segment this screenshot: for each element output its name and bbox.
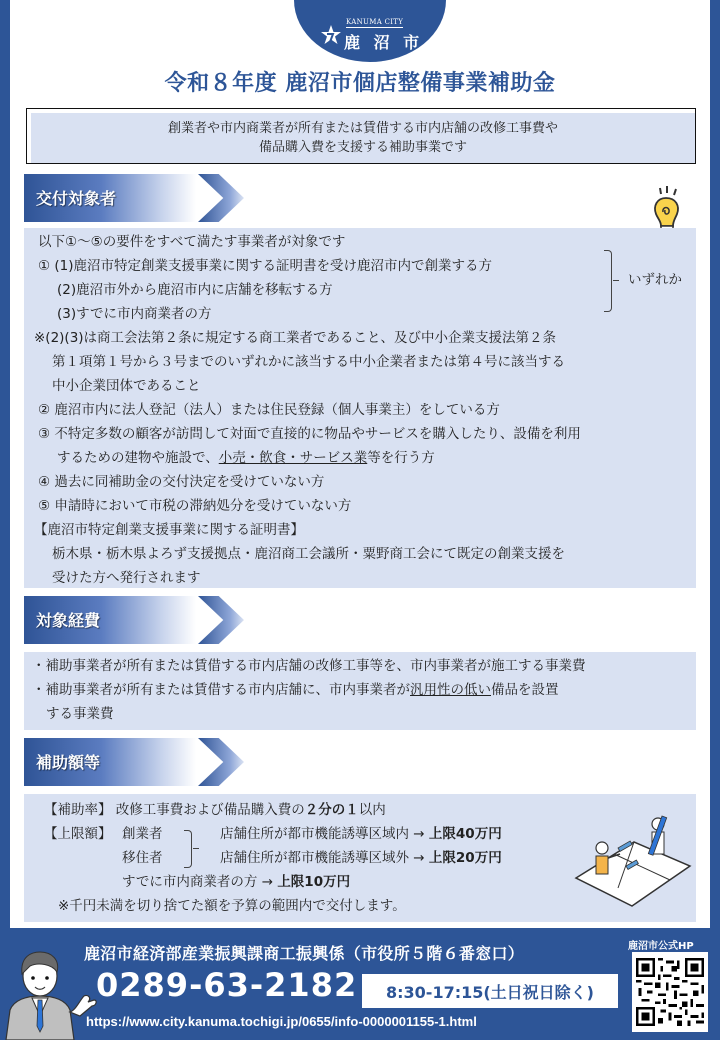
expenses-panel (24, 652, 696, 730)
certificate-heading: 【鹿沼市特定創業支援事業に関する証明書】 (34, 522, 304, 538)
limit-existing: すでに市内商業者の方 → 上限10万円 (122, 874, 351, 890)
summary-box (26, 108, 696, 164)
summary-line-2: 備品購入費を支援する補助事業です (258, 140, 467, 155)
section-header-expenses (24, 596, 244, 644)
expense-item-2-cont: する事業費 (46, 706, 114, 722)
floor-plan-illustration-icon (574, 808, 694, 908)
official-hp-label: 鹿沼市公式HP (628, 941, 694, 952)
flyer-sheet (10, 0, 710, 928)
requirement-4: ④ 過去に同補助金の交付決定を受けていない方 (38, 474, 325, 490)
expense-item-2: ・補助事業者が所有または賃借する市内店舗に、市内事業者が汎用性の低い備品を設置 (32, 682, 559, 698)
requirement-2: ② 鹿沼市内に法人登記（法人）または住民登録（個人事業主）をしている方 (38, 402, 500, 418)
requirement-1-2: (2)鹿沼市外から鹿沼市内に店舗を移転する方 (57, 282, 333, 298)
requirement-3-2: するための建物や施設で、小売・飲食・サービス業等を行う方 (57, 450, 435, 466)
requirement-1-1: ① (1)鹿沼市特定創業支援事業に関する証明書を受け鹿沼市内で創業する方 (38, 258, 493, 274)
certificate-line-2: 受けた方へ発行されます (52, 570, 201, 586)
either-label: いずれか (628, 272, 682, 288)
eligibility-intro: 以下①～⑤の要件をすべて満たす事業者が対象です (38, 234, 346, 250)
brace (604, 250, 612, 312)
section-header-eligibility (24, 174, 244, 222)
logo-japanese: 鹿 沼 市 (344, 33, 424, 52)
requirement-5: ⑤ 申請時において市税の滞納処分を受けていない方 (38, 498, 352, 514)
contact-department: 鹿沼市経済部産業振興課商工振興係（市役所５階６番窓口） (84, 944, 525, 963)
logo-english: KANUMA CITY (346, 18, 404, 26)
brace (184, 830, 192, 868)
note-line-2: 第１項第１号から３号までのいずれかに該当する中小企業者または第４号に該当する (52, 354, 565, 370)
kanuma-city-logo (294, 0, 446, 62)
info-url-link[interactable]: https://www.city.kanuma.tochigi.jp/0655/info-0000001155-1.html (86, 1014, 477, 1029)
underlined-industries: 小売・飲食・サービス業 (218, 450, 368, 466)
amount-panel (24, 794, 696, 922)
page-title: 令和８年度 鹿沼市個店整備事業補助金 (164, 71, 556, 96)
chevron-right-icon (198, 174, 244, 222)
section-title: 対象経費 (36, 611, 101, 630)
migrant-label: 移住者 (122, 850, 163, 866)
section-title: 補助額等 (36, 753, 101, 772)
summary-line-1: 創業者や市内商業者が所有または賃借する市内店舗の改修工事費や (167, 121, 558, 136)
certificate-line-1: 栃木県・栃木県よろず支援拠点・鹿沼商工会議所・粟野商工会にて既定の創業支援を (52, 546, 565, 562)
office-hours: 8:30-17:15(土日祝日除く) (362, 974, 618, 1008)
eligibility-panel (24, 228, 696, 588)
requirement-3-1: ③ 不特定多数の顧客が訪問して対面で直接的に物品やサービスを購入したり、設備を利用 (38, 426, 581, 442)
phone-number[interactable]: 0289-63-2182 (96, 966, 358, 1004)
qr-code-icon (636, 956, 704, 1028)
limit-label: 【上限額】 (44, 826, 112, 842)
section-title: 交付対象者 (36, 189, 117, 208)
note-line-1: ※(2)(3)は商工会法第２条に規定する商工業者であること、及び中小企業支援法第２条 (34, 330, 557, 346)
rounding-note: ※千円未満を切り捨てた額を予算の範囲内で交付します。 (58, 898, 406, 914)
note-line-3: 中小企業団体であること (52, 378, 201, 394)
subsidy-rate: 【補助率】 改修工事費および備品購入費の２分の１以内 (44, 802, 386, 818)
city-emblem-icon (320, 24, 342, 46)
founder-label: 創業者 (122, 826, 163, 842)
chevron-right-icon (198, 596, 244, 644)
expense-item-1: ・補助事業者が所有または賃借する市内店舗の改修工事等を、市内事業者が施工する事業費 (32, 658, 586, 674)
qr-code[interactable] (632, 952, 708, 1032)
section-header-amount (24, 738, 244, 786)
underlined-low-versatility: 汎用性の低い (410, 682, 491, 698)
limit-inside-zone: 店舗住所が都市機能誘導区域内 → 上限40万円 (220, 826, 502, 842)
requirement-1-3: (3)すでに市内商業者の方 (57, 306, 212, 322)
limit-outside-zone: 店舗住所が都市機能誘導区域外 → 上限20万円 (220, 850, 502, 866)
chevron-right-icon (198, 738, 244, 786)
